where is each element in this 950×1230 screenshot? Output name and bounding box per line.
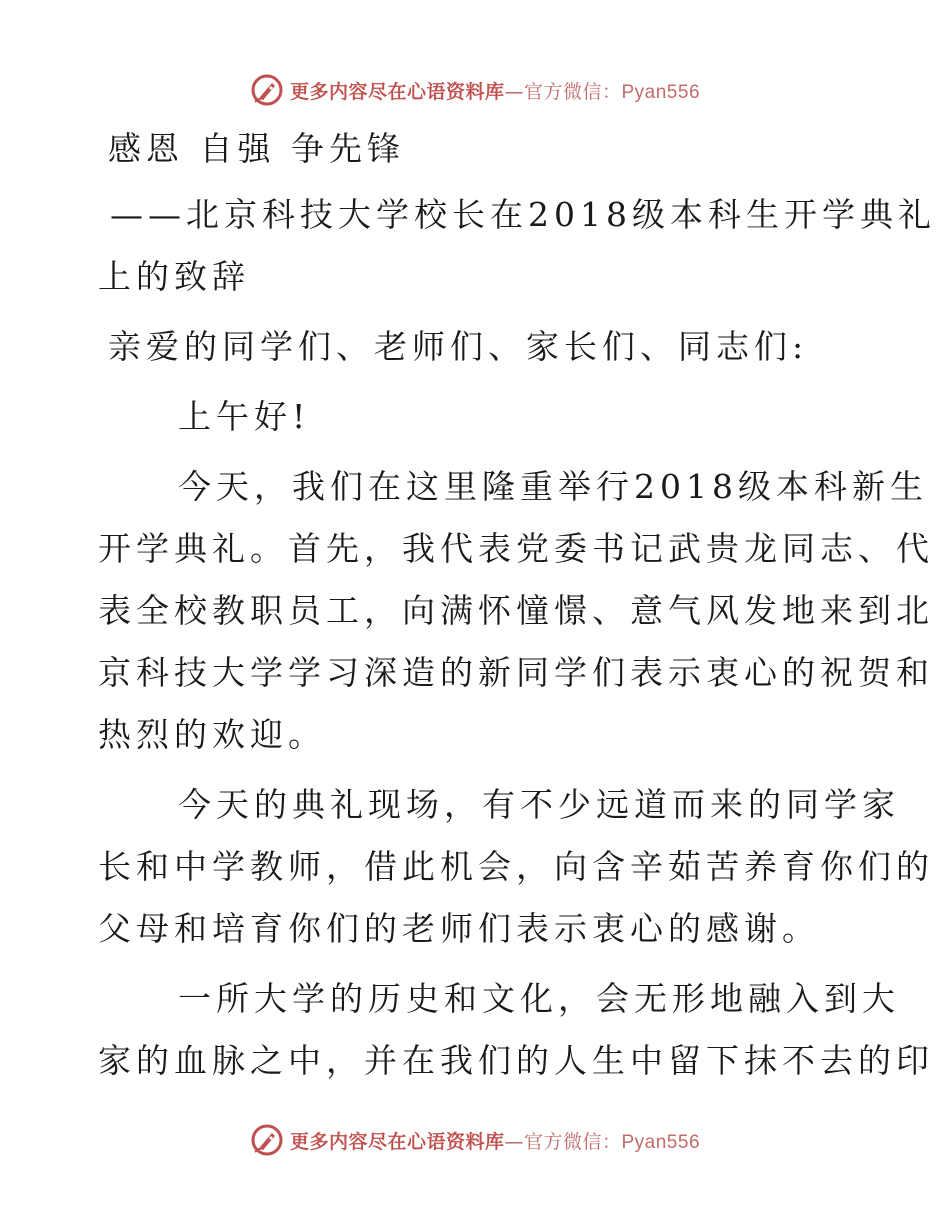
paragraph-line: 家的血脉之中，并在我们的人生中留下抹不去的印 — [98, 1041, 934, 1080]
paragraph — [98, 968, 934, 1092]
paragraph-line: 热烈的欢迎。 — [98, 715, 326, 754]
salutation: 上午好! — [178, 397, 311, 436]
paragraph-line: 今天，我们在这里隆重举行2018级本科新生 — [178, 467, 928, 506]
banner-text — [290, 77, 700, 104]
paragraph-line: 长和中学教师，借此机会，向含辛茹苦养育你们的 — [98, 847, 934, 886]
paragraph-line: 开学典礼。首先，我代表党委书记武贵龙同志、代 — [98, 529, 934, 568]
banner-brand: 更多内容尽在心语资料库 — [289, 1130, 505, 1153]
paragraph — [98, 456, 934, 766]
pen-nib-logo-icon — [250, 1123, 284, 1157]
header-watermark-banner — [0, 70, 950, 110]
banner-brand: 更多内容尽在心语资料库 — [289, 80, 505, 103]
paragraph-line: 今天的典礼现场，有不少远道而来的同学家 — [178, 785, 900, 824]
banner-wechat-label: 官方微信： — [523, 1130, 622, 1153]
document-subtitle-line: 上的致辞 — [98, 257, 250, 296]
banner-wechat-id: Pyan556 — [621, 1131, 701, 1153]
pen-nib-logo-icon — [250, 73, 284, 107]
paragraph-line: 表全校教职员工，向满怀憧憬、意气风发地来到北 — [98, 591, 934, 630]
banner-separator: — — [504, 80, 524, 103]
footer-watermark-banner — [0, 1120, 950, 1160]
document-body — [98, 118, 936, 1100]
banner-separator: — — [504, 1130, 524, 1153]
greeting: 亲爱的同学们、老师们、家长们、同志们: — [108, 327, 809, 366]
banner-wechat-id: Pyan556 — [621, 81, 701, 103]
document-title: 感恩 自强 争先锋 — [108, 129, 405, 168]
paragraph-line: 父母和培育你们的老师们表示衷心的感谢。 — [98, 909, 820, 948]
paragraph-line: 一所大学的历史和文化，会无形地融入到大 — [178, 979, 900, 1018]
banner-text — [290, 1127, 700, 1154]
paragraph-line: 京科技大学学习深造的新同学们表示衷心的祝贺和 — [98, 653, 934, 692]
paragraph — [98, 774, 934, 960]
banner-wechat-label: 官方微信： — [523, 80, 622, 103]
document-subtitle-line: ——北京科技大学校长在2018级本科生开学典礼 — [110, 195, 936, 234]
